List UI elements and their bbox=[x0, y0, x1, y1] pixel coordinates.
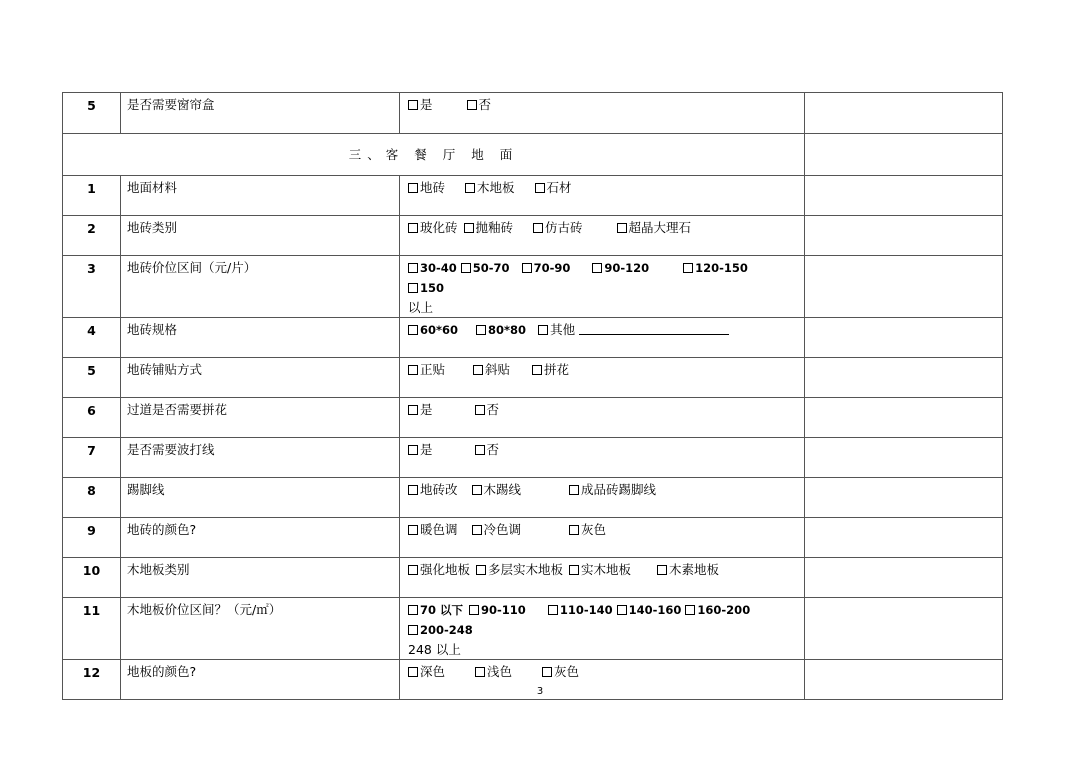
row-number: 12 bbox=[63, 660, 121, 700]
row-number: 7 bbox=[63, 438, 121, 478]
checkbox-option[interactable] bbox=[408, 95, 433, 114]
checkbox-option[interactable] bbox=[408, 320, 458, 340]
option-label: 冷色调 bbox=[483, 522, 522, 537]
table-row bbox=[63, 598, 1003, 660]
checkbox-icon[interactable] bbox=[408, 525, 418, 535]
checkbox-option[interactable] bbox=[476, 320, 526, 340]
table-row bbox=[63, 216, 1003, 256]
checkbox-option[interactable] bbox=[408, 218, 458, 237]
checkbox-option[interactable] bbox=[464, 218, 514, 237]
option-label: 仿古砖 bbox=[545, 220, 583, 235]
checkbox-option[interactable] bbox=[548, 600, 613, 620]
note-cell[interactable] bbox=[805, 478, 1003, 518]
question-label: 是否需要波打线 bbox=[121, 438, 400, 478]
row-number: 10 bbox=[63, 558, 121, 598]
option-label: 是 bbox=[420, 442, 433, 457]
note-cell bbox=[805, 134, 1003, 176]
note-cell[interactable] bbox=[805, 438, 1003, 478]
checkbox-icon[interactable] bbox=[473, 365, 483, 375]
question-label: 踢脚线 bbox=[121, 478, 400, 518]
option-label: 浅色 bbox=[487, 664, 513, 679]
option-label: 是 bbox=[420, 402, 433, 417]
question-label: 木地板类别 bbox=[121, 558, 400, 598]
note-cell[interactable] bbox=[805, 216, 1003, 256]
checkbox-icon[interactable] bbox=[617, 605, 627, 615]
option-label: 否 bbox=[478, 97, 492, 112]
checkbox-option[interactable] bbox=[569, 480, 656, 499]
checkbox-icon[interactable] bbox=[542, 667, 552, 677]
checkbox-option[interactable] bbox=[538, 320, 729, 339]
options-cell bbox=[400, 438, 805, 478]
checkbox-option[interactable] bbox=[408, 620, 473, 640]
checkbox-icon[interactable] bbox=[683, 263, 693, 273]
checkbox-icon[interactable] bbox=[408, 667, 418, 677]
checkbox-icon[interactable] bbox=[408, 365, 418, 375]
option-label: 多层实木地板 bbox=[488, 562, 564, 577]
checkbox-option[interactable] bbox=[469, 600, 526, 620]
note-cell[interactable] bbox=[805, 318, 1003, 358]
question-label: 地砖价位区间（元/片） bbox=[121, 256, 400, 318]
question-label: 地砖铺贴方式 bbox=[121, 358, 400, 398]
options-cell bbox=[400, 558, 805, 598]
table-row bbox=[63, 438, 1003, 478]
checkbox-icon[interactable] bbox=[472, 525, 482, 535]
checkbox-icon[interactable] bbox=[408, 100, 418, 110]
options-cell bbox=[400, 216, 805, 256]
checkbox-icon[interactable] bbox=[617, 223, 627, 233]
checkbox-option[interactable] bbox=[592, 258, 649, 278]
option-label: 木素地板 bbox=[669, 562, 720, 577]
option-label: 深色 bbox=[420, 664, 446, 679]
checkbox-icon[interactable] bbox=[408, 625, 418, 635]
option-label: 地砖 bbox=[420, 180, 446, 195]
checkbox-icon[interactable] bbox=[408, 565, 418, 575]
checkbox-icon[interactable] bbox=[532, 365, 542, 375]
row-number: 2 bbox=[63, 216, 121, 256]
option-continuation: 248 以上 bbox=[408, 642, 461, 657]
checkbox-option[interactable] bbox=[617, 600, 682, 620]
checkbox-option[interactable] bbox=[465, 178, 515, 197]
checkbox-option[interactable] bbox=[685, 600, 750, 620]
question-label: 木地板价位区间？（元/㎡） bbox=[121, 598, 400, 660]
checkbox-icon[interactable] bbox=[569, 485, 579, 495]
page-number: 3 bbox=[536, 686, 544, 697]
option-label: 实木地板 bbox=[581, 562, 632, 577]
checkbox-option[interactable] bbox=[408, 440, 433, 459]
row-number: 9 bbox=[63, 518, 121, 558]
checkbox-icon[interactable] bbox=[475, 445, 485, 455]
options-cell bbox=[400, 478, 805, 518]
checkbox-icon[interactable] bbox=[408, 605, 418, 615]
row-number: 6 bbox=[63, 398, 121, 438]
checkbox-icon[interactable] bbox=[472, 485, 482, 495]
survey-table bbox=[62, 92, 1003, 700]
checkbox-icon[interactable] bbox=[465, 183, 475, 193]
options-cell bbox=[400, 318, 805, 358]
section-header bbox=[63, 134, 1003, 176]
checkbox-option[interactable] bbox=[569, 520, 606, 539]
checkbox-option[interactable] bbox=[533, 218, 583, 237]
row-number: 4 bbox=[63, 318, 121, 358]
checkbox-icon[interactable] bbox=[469, 605, 479, 615]
checkbox-icon[interactable] bbox=[475, 667, 485, 677]
option-label: 木地板 bbox=[477, 180, 515, 195]
option-label: 抛釉砖 bbox=[475, 220, 514, 235]
table-row bbox=[63, 518, 1003, 558]
checkbox-icon[interactable] bbox=[408, 263, 418, 273]
checkbox-icon[interactable] bbox=[569, 565, 579, 575]
note-cell[interactable] bbox=[805, 598, 1003, 660]
option-label: 否 bbox=[486, 402, 500, 417]
checkbox-option[interactable] bbox=[467, 95, 492, 114]
option-label: 灰色 bbox=[554, 664, 580, 679]
table-row bbox=[63, 93, 1003, 134]
options-cell bbox=[400, 93, 805, 134]
option-label: 70 以下 bbox=[420, 603, 464, 617]
checkbox-icon[interactable] bbox=[548, 605, 558, 615]
checkbox-icon[interactable] bbox=[476, 565, 486, 575]
checkbox-option[interactable] bbox=[535, 178, 572, 197]
note-cell[interactable] bbox=[805, 256, 1003, 318]
checkbox-icon[interactable] bbox=[408, 223, 418, 233]
checkbox-option[interactable] bbox=[408, 258, 457, 278]
checkbox-icon[interactable] bbox=[522, 263, 532, 273]
option-label: 70-90 bbox=[533, 261, 571, 275]
note-cell[interactable] bbox=[805, 176, 1003, 216]
table-row bbox=[63, 256, 1003, 318]
question-label: 是否需要窗帘盒 bbox=[121, 93, 400, 134]
option-label: 石材 bbox=[546, 180, 572, 195]
question-label: 过道是否需要拼花 bbox=[121, 398, 400, 438]
checkbox-option[interactable] bbox=[408, 178, 445, 197]
checkbox-option[interactable] bbox=[542, 662, 579, 681]
checkbox-option[interactable] bbox=[408, 662, 445, 681]
option-label: 斜贴 bbox=[485, 362, 511, 377]
option-label: 玻化砖 bbox=[420, 220, 458, 235]
table-row bbox=[63, 176, 1003, 216]
checkbox-option[interactable] bbox=[408, 400, 433, 419]
question-label: 地砖类别 bbox=[121, 216, 400, 256]
question-label: 地砖规格 bbox=[121, 318, 400, 358]
row-number: 1 bbox=[63, 176, 121, 216]
checkbox-option[interactable] bbox=[475, 662, 512, 681]
checkbox-option[interactable] bbox=[408, 278, 444, 298]
option-label: 60*60 bbox=[420, 323, 459, 337]
checkbox-option[interactable] bbox=[472, 480, 522, 499]
row-number: 11 bbox=[63, 598, 121, 660]
floor-section-rows bbox=[63, 176, 1003, 700]
checkbox-icon[interactable] bbox=[464, 223, 474, 233]
checkbox-option[interactable] bbox=[569, 560, 631, 579]
checkbox-option[interactable] bbox=[532, 360, 569, 379]
checkbox-option[interactable] bbox=[408, 600, 463, 620]
option-label: 是 bbox=[420, 97, 433, 112]
checkbox-option[interactable] bbox=[475, 440, 500, 459]
fill-in-blank[interactable] bbox=[579, 322, 729, 335]
option-label: 木踢线 bbox=[483, 482, 522, 497]
checkbox-option[interactable] bbox=[522, 258, 571, 278]
checkbox-icon[interactable] bbox=[569, 525, 579, 535]
options-cell bbox=[400, 358, 805, 398]
question-label: 地砖的颜色? bbox=[121, 518, 400, 558]
row-number: 5 bbox=[63, 358, 121, 398]
checkbox-icon[interactable] bbox=[408, 485, 418, 495]
note-cell[interactable] bbox=[805, 558, 1003, 598]
checkbox-icon[interactable] bbox=[408, 405, 418, 415]
checkbox-icon[interactable] bbox=[408, 325, 418, 335]
checkbox-icon[interactable] bbox=[408, 183, 418, 193]
section-header-row bbox=[63, 134, 1003, 176]
checkbox-option[interactable] bbox=[617, 218, 692, 237]
option-label: 正贴 bbox=[420, 362, 446, 377]
option-label: 地砖改 bbox=[420, 482, 458, 497]
table-row bbox=[63, 478, 1003, 518]
checkbox-icon[interactable] bbox=[535, 183, 545, 193]
options-cell bbox=[400, 176, 805, 216]
option-label: 否 bbox=[486, 442, 500, 457]
option-label: 160-200 bbox=[697, 603, 751, 617]
checkbox-icon[interactable] bbox=[475, 405, 485, 415]
section-title: 三、客 餐 厅 地 面 bbox=[63, 134, 805, 176]
checkbox-option[interactable] bbox=[657, 560, 719, 579]
checkbox-icon[interactable] bbox=[657, 565, 667, 575]
option-label: 80*80 bbox=[488, 323, 527, 337]
option-label: 拼花 bbox=[544, 362, 570, 377]
options-cell bbox=[400, 598, 805, 660]
note-cell[interactable] bbox=[805, 93, 1003, 134]
note-cell[interactable] bbox=[805, 518, 1003, 558]
checkbox-icon[interactable] bbox=[408, 283, 418, 293]
note-cell[interactable] bbox=[805, 358, 1003, 398]
option-label: 50-70 bbox=[472, 261, 510, 275]
checkbox-option[interactable] bbox=[476, 560, 563, 579]
checkbox-option[interactable] bbox=[475, 400, 500, 419]
option-label: 140-160 bbox=[628, 603, 682, 617]
option-label: 90-120 bbox=[604, 261, 650, 275]
checkbox-option[interactable] bbox=[408, 360, 445, 379]
checkbox-icon[interactable] bbox=[408, 445, 418, 455]
table-row bbox=[63, 558, 1003, 598]
option-label: 90-110 bbox=[481, 603, 526, 617]
checkbox-icon[interactable] bbox=[592, 263, 602, 273]
option-label: 150 bbox=[420, 281, 445, 295]
checkbox-option[interactable] bbox=[408, 560, 470, 579]
checkbox-option[interactable] bbox=[472, 520, 522, 539]
option-continuation: 以上 bbox=[408, 300, 434, 315]
previous-section-rows bbox=[63, 93, 1003, 134]
options-cell bbox=[400, 256, 805, 318]
option-label: 超晶大理石 bbox=[628, 220, 692, 235]
checkbox-icon[interactable] bbox=[533, 223, 543, 233]
checkbox-option[interactable] bbox=[408, 520, 458, 539]
options-cell bbox=[400, 398, 805, 438]
checkbox-icon[interactable] bbox=[461, 263, 471, 273]
checkbox-option[interactable] bbox=[408, 480, 458, 499]
row-number: 5 bbox=[63, 93, 121, 134]
row-number: 8 bbox=[63, 478, 121, 518]
checkbox-option[interactable] bbox=[473, 360, 510, 379]
checkbox-icon[interactable] bbox=[476, 325, 486, 335]
table-row bbox=[63, 398, 1003, 438]
option-label: 成品砖踢脚线 bbox=[581, 482, 657, 497]
checkbox-option[interactable] bbox=[461, 258, 510, 278]
checkbox-option[interactable] bbox=[683, 258, 748, 278]
question-label: 地面材料 bbox=[121, 176, 400, 216]
option-label: 200-248 bbox=[420, 623, 473, 637]
option-label: 暖色调 bbox=[420, 522, 458, 537]
checkbox-icon[interactable] bbox=[467, 100, 477, 110]
note-cell[interactable] bbox=[805, 398, 1003, 438]
checkbox-icon[interactable] bbox=[538, 325, 548, 335]
option-label: 灰色 bbox=[581, 522, 607, 537]
option-label: 30-40 bbox=[420, 261, 457, 275]
checkbox-icon[interactable] bbox=[685, 605, 695, 615]
table-row bbox=[63, 358, 1003, 398]
row-number: 3 bbox=[63, 256, 121, 318]
option-label: 强化地板 bbox=[420, 562, 471, 577]
option-label: 120-150 bbox=[695, 261, 748, 275]
option-label: 其他 bbox=[550, 322, 576, 337]
question-label: 地板的颜色? bbox=[121, 660, 400, 700]
option-label: 110-140 bbox=[559, 603, 613, 617]
options-cell bbox=[400, 518, 805, 558]
table-row bbox=[63, 318, 1003, 358]
